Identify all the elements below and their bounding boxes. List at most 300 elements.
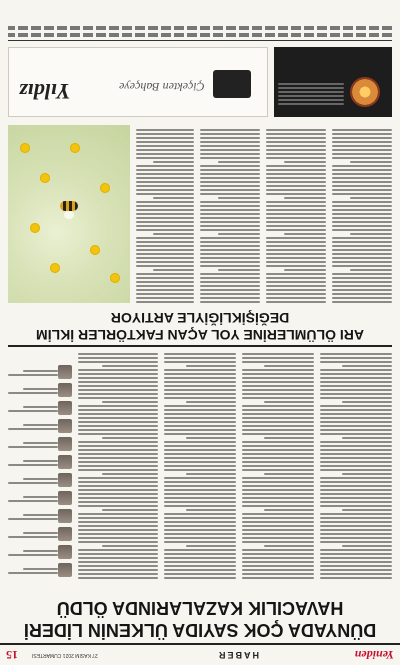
text-line xyxy=(342,545,392,547)
text-line xyxy=(332,185,392,187)
text-line xyxy=(164,573,236,575)
text-line xyxy=(136,149,194,151)
text-line xyxy=(350,269,392,271)
text-line xyxy=(153,269,194,271)
text-line xyxy=(200,249,260,251)
text-line xyxy=(264,473,314,475)
text-line xyxy=(200,141,260,143)
text-line xyxy=(264,509,314,511)
text-line xyxy=(242,369,314,371)
text-line xyxy=(320,573,392,575)
text-line xyxy=(78,433,158,435)
text-line xyxy=(136,249,194,251)
text-line xyxy=(78,393,158,395)
text-line xyxy=(332,253,392,255)
text-line xyxy=(242,477,314,479)
text-line xyxy=(242,381,314,383)
text-line xyxy=(342,437,392,439)
text-line xyxy=(78,469,158,471)
text-line xyxy=(164,489,236,491)
page-number: 15 xyxy=(6,648,18,663)
text-line xyxy=(78,573,158,575)
text-line xyxy=(266,293,326,295)
text-line xyxy=(266,185,326,187)
text-line xyxy=(136,281,194,283)
text-line xyxy=(266,297,326,299)
text-line xyxy=(164,497,236,499)
text-line xyxy=(78,377,158,379)
text-line xyxy=(332,245,392,247)
text-line xyxy=(200,177,260,179)
text-line xyxy=(164,561,236,563)
text-line xyxy=(284,161,326,163)
text-line xyxy=(242,577,314,579)
text-line xyxy=(320,577,392,579)
text-line xyxy=(78,457,158,459)
text-line xyxy=(186,473,236,475)
text-line xyxy=(186,509,236,511)
text-line xyxy=(164,393,236,395)
text-line xyxy=(136,141,194,143)
text-line xyxy=(320,501,392,503)
text-line xyxy=(320,549,392,551)
text-line xyxy=(332,249,392,251)
text-line xyxy=(78,481,158,483)
text-line xyxy=(164,541,236,543)
text-line xyxy=(266,133,326,135)
text-line xyxy=(266,141,326,143)
text-line xyxy=(78,533,158,535)
text-line xyxy=(186,401,236,403)
leader-portrait xyxy=(58,491,72,505)
text-line xyxy=(320,517,392,519)
text-line xyxy=(320,429,392,431)
text-line xyxy=(266,273,326,275)
text-line xyxy=(332,237,392,239)
text-line xyxy=(332,129,392,131)
text-line xyxy=(320,405,392,407)
text-line xyxy=(164,389,236,391)
text-line xyxy=(332,293,392,295)
text-line xyxy=(266,261,326,263)
text-line xyxy=(242,525,314,527)
text-line xyxy=(78,389,158,391)
text-line xyxy=(200,245,260,247)
text-line xyxy=(102,401,158,403)
text-line xyxy=(136,253,194,255)
bee-column-1 xyxy=(332,125,392,303)
text-line xyxy=(342,365,392,367)
text-line xyxy=(200,165,260,167)
text-line xyxy=(320,357,392,359)
text-line xyxy=(136,277,194,279)
text-line xyxy=(320,377,392,379)
text-line xyxy=(78,369,158,371)
text-line xyxy=(320,493,392,495)
text-line xyxy=(78,381,158,383)
text-line xyxy=(242,481,314,483)
text-line xyxy=(186,437,236,439)
text-line xyxy=(332,277,392,279)
text-line xyxy=(320,413,392,415)
leader-portrait xyxy=(58,401,72,415)
section-divider xyxy=(8,345,392,347)
text-line xyxy=(332,265,392,267)
text-line xyxy=(350,161,392,163)
gift-box-icon xyxy=(213,70,251,98)
text-line xyxy=(320,445,392,447)
leader-portrait xyxy=(58,545,72,559)
text-line xyxy=(200,225,260,227)
text-line xyxy=(78,537,158,539)
text-line xyxy=(332,137,392,139)
flower-icon xyxy=(350,77,380,107)
text-line xyxy=(266,281,326,283)
text-line xyxy=(78,465,158,467)
text-line xyxy=(200,133,260,135)
text-line xyxy=(320,489,392,491)
text-line xyxy=(242,465,314,467)
bee-on-flowers-photo xyxy=(8,125,130,303)
text-line xyxy=(78,485,158,487)
text-line xyxy=(320,369,392,371)
text-line xyxy=(320,505,392,507)
text-line xyxy=(332,285,392,287)
text-line xyxy=(164,417,236,419)
text-line xyxy=(242,385,314,387)
text-line xyxy=(218,233,260,235)
text-line xyxy=(200,221,260,223)
text-line xyxy=(164,577,236,579)
text-line xyxy=(164,557,236,559)
text-line xyxy=(218,197,260,199)
text-line xyxy=(164,505,236,507)
leader-portrait xyxy=(58,527,72,541)
text-line xyxy=(332,189,392,191)
text-line xyxy=(242,533,314,535)
text-line xyxy=(136,273,194,275)
text-line xyxy=(320,385,392,387)
text-line xyxy=(78,557,158,559)
text-line xyxy=(266,169,326,171)
text-line xyxy=(320,533,392,535)
text-column-2 xyxy=(242,351,314,579)
leader-portrait xyxy=(58,437,72,451)
text-line xyxy=(164,357,236,359)
text-line xyxy=(242,397,314,399)
text-line xyxy=(164,493,236,495)
text-column-1 xyxy=(320,351,392,579)
text-line xyxy=(332,281,392,283)
text-line xyxy=(78,441,158,443)
text-line xyxy=(200,261,260,263)
text-line xyxy=(266,209,326,211)
text-line xyxy=(164,421,236,423)
text-line xyxy=(153,197,194,199)
text-line xyxy=(164,361,236,363)
text-line xyxy=(200,145,260,147)
text-line xyxy=(78,497,158,499)
text-line xyxy=(136,261,194,263)
text-line xyxy=(266,153,326,155)
text-line xyxy=(78,561,158,563)
text-line xyxy=(200,301,260,303)
text-line xyxy=(136,213,194,215)
text-line xyxy=(164,469,236,471)
text-line xyxy=(78,565,158,567)
text-line xyxy=(200,293,260,295)
text-line xyxy=(342,401,392,403)
text-line xyxy=(78,397,158,399)
leader-portrait xyxy=(58,383,72,397)
text-line xyxy=(136,181,194,183)
text-line xyxy=(218,161,260,163)
text-line xyxy=(242,409,314,411)
text-line xyxy=(242,569,314,571)
text-line xyxy=(332,217,392,219)
text-line xyxy=(218,269,260,271)
text-line xyxy=(78,513,158,515)
text-line xyxy=(320,397,392,399)
text-line xyxy=(320,453,392,455)
text-line xyxy=(332,181,392,183)
text-line xyxy=(136,185,194,187)
text-line xyxy=(164,377,236,379)
text-line xyxy=(153,161,194,163)
text-line xyxy=(164,413,236,415)
text-line xyxy=(136,193,194,195)
text-line xyxy=(200,281,260,283)
text-line xyxy=(78,529,158,531)
section-label: HABER xyxy=(217,650,260,660)
text-line xyxy=(266,189,326,191)
text-line xyxy=(164,373,236,375)
text-line xyxy=(242,501,314,503)
text-line xyxy=(136,257,194,259)
text-line xyxy=(78,361,158,363)
text-line xyxy=(320,361,392,363)
text-line xyxy=(136,133,194,135)
text-line xyxy=(332,141,392,143)
text-line xyxy=(332,301,392,303)
text-line xyxy=(266,181,326,183)
text-line xyxy=(136,165,194,167)
text-line xyxy=(266,253,326,255)
text-line xyxy=(78,521,158,523)
text-line xyxy=(266,157,326,159)
text-line xyxy=(78,549,158,551)
text-line xyxy=(78,425,158,427)
text-line xyxy=(200,169,260,171)
text-line xyxy=(242,361,314,363)
text-line xyxy=(266,173,326,175)
text-line xyxy=(136,201,194,203)
text-line xyxy=(200,273,260,275)
text-line xyxy=(153,233,194,235)
text-line xyxy=(264,545,314,547)
text-line xyxy=(320,409,392,411)
text-line xyxy=(266,237,326,239)
text-line xyxy=(332,169,392,171)
text-line xyxy=(320,553,392,555)
text-line xyxy=(332,193,392,195)
aviation-story-body xyxy=(8,351,392,579)
text-line xyxy=(164,529,236,531)
text-line xyxy=(78,409,158,411)
text-line xyxy=(242,521,314,523)
text-line xyxy=(264,401,314,403)
text-line xyxy=(332,209,392,211)
ad-brand: Yıldız xyxy=(19,79,71,104)
text-line xyxy=(164,445,236,447)
text-line xyxy=(78,541,158,543)
text-line xyxy=(136,217,194,219)
text-line xyxy=(320,513,392,515)
text-line xyxy=(242,469,314,471)
text-line xyxy=(164,457,236,459)
text-line xyxy=(164,521,236,523)
text-line xyxy=(266,165,326,167)
leader-portrait xyxy=(58,455,72,469)
text-line xyxy=(102,545,158,547)
text-line xyxy=(200,297,260,299)
text-line xyxy=(164,553,236,555)
contact-footer xyxy=(8,5,392,17)
text-line xyxy=(164,465,236,467)
text-line xyxy=(242,529,314,531)
text-line xyxy=(164,453,236,455)
dark-advertisement xyxy=(274,47,392,117)
text-line xyxy=(164,525,236,527)
text-line xyxy=(332,213,392,215)
text-line xyxy=(332,133,392,135)
text-line xyxy=(266,145,326,147)
text-line xyxy=(164,477,236,479)
text-line xyxy=(164,441,236,443)
text-line xyxy=(332,261,392,263)
text-line xyxy=(136,241,194,243)
text-line xyxy=(136,209,194,211)
text-line xyxy=(332,157,392,159)
text-line xyxy=(164,481,236,483)
text-line xyxy=(266,257,326,259)
text-line xyxy=(242,453,314,455)
text-line xyxy=(164,501,236,503)
text-line xyxy=(164,433,236,435)
text-line xyxy=(342,509,392,511)
text-line xyxy=(136,153,194,155)
text-line xyxy=(78,505,158,507)
date-line: 27 KASIM 2021 CUMARTESİ xyxy=(32,652,98,658)
text-line xyxy=(320,465,392,467)
text-line xyxy=(320,497,392,499)
text-line xyxy=(200,157,260,159)
text-line xyxy=(136,297,194,299)
text-line xyxy=(266,205,326,207)
text-line xyxy=(78,501,158,503)
brand-advertisement xyxy=(8,47,268,117)
text-line xyxy=(332,257,392,259)
text-line xyxy=(242,541,314,543)
text-line xyxy=(242,557,314,559)
text-line xyxy=(320,449,392,451)
text-line xyxy=(332,273,392,275)
text-line xyxy=(320,425,392,427)
text-line xyxy=(320,393,392,395)
bee-column-4 xyxy=(136,125,194,303)
text-line xyxy=(136,285,194,287)
text-line xyxy=(320,565,392,567)
text-line xyxy=(136,229,194,231)
text-line xyxy=(78,493,158,495)
text-line xyxy=(136,189,194,191)
text-line xyxy=(266,277,326,279)
text-line xyxy=(242,389,314,391)
text-line xyxy=(78,489,158,491)
text-line xyxy=(164,517,236,519)
text-line xyxy=(242,457,314,459)
text-line xyxy=(78,417,158,419)
text-line xyxy=(242,449,314,451)
text-line xyxy=(102,365,158,367)
text-line xyxy=(332,145,392,147)
text-line xyxy=(266,149,326,151)
text-line xyxy=(164,409,236,411)
text-line xyxy=(266,229,326,231)
text-line xyxy=(266,245,326,247)
text-line xyxy=(266,289,326,291)
text-line xyxy=(320,353,392,355)
text-line xyxy=(242,425,314,427)
leader-portrait xyxy=(58,473,72,487)
text-line xyxy=(164,425,236,427)
text-line xyxy=(200,137,260,139)
text-line xyxy=(136,237,194,239)
text-line xyxy=(200,257,260,259)
text-line xyxy=(242,573,314,575)
text-line xyxy=(284,269,326,271)
text-line xyxy=(266,201,326,203)
text-line xyxy=(266,193,326,195)
text-line xyxy=(200,189,260,191)
text-line xyxy=(332,229,392,231)
bee-story-body xyxy=(8,119,392,303)
text-line xyxy=(164,381,236,383)
text-line xyxy=(266,217,326,219)
leader-photo-strip xyxy=(8,351,72,579)
text-line xyxy=(332,149,392,151)
text-line xyxy=(242,353,314,355)
text-line xyxy=(136,265,194,267)
text-line xyxy=(78,405,158,407)
masthead xyxy=(0,643,400,665)
text-line xyxy=(200,289,260,291)
text-line xyxy=(284,233,326,235)
text-line xyxy=(78,577,158,579)
text-line xyxy=(332,165,392,167)
text-line xyxy=(266,129,326,131)
headline-aviation: DÜNYADA ÇOK SAYIDA ÜLKENİN LİDERİ HAVACILIK KAZALARINDA ÖLDÜ xyxy=(23,598,377,640)
text-line xyxy=(78,373,158,375)
text-line xyxy=(320,457,392,459)
text-line xyxy=(78,553,158,555)
text-line xyxy=(320,433,392,435)
text-line xyxy=(242,561,314,563)
text-line xyxy=(242,417,314,419)
text-line xyxy=(242,513,314,515)
text-line xyxy=(284,197,326,199)
text-line xyxy=(78,421,158,423)
